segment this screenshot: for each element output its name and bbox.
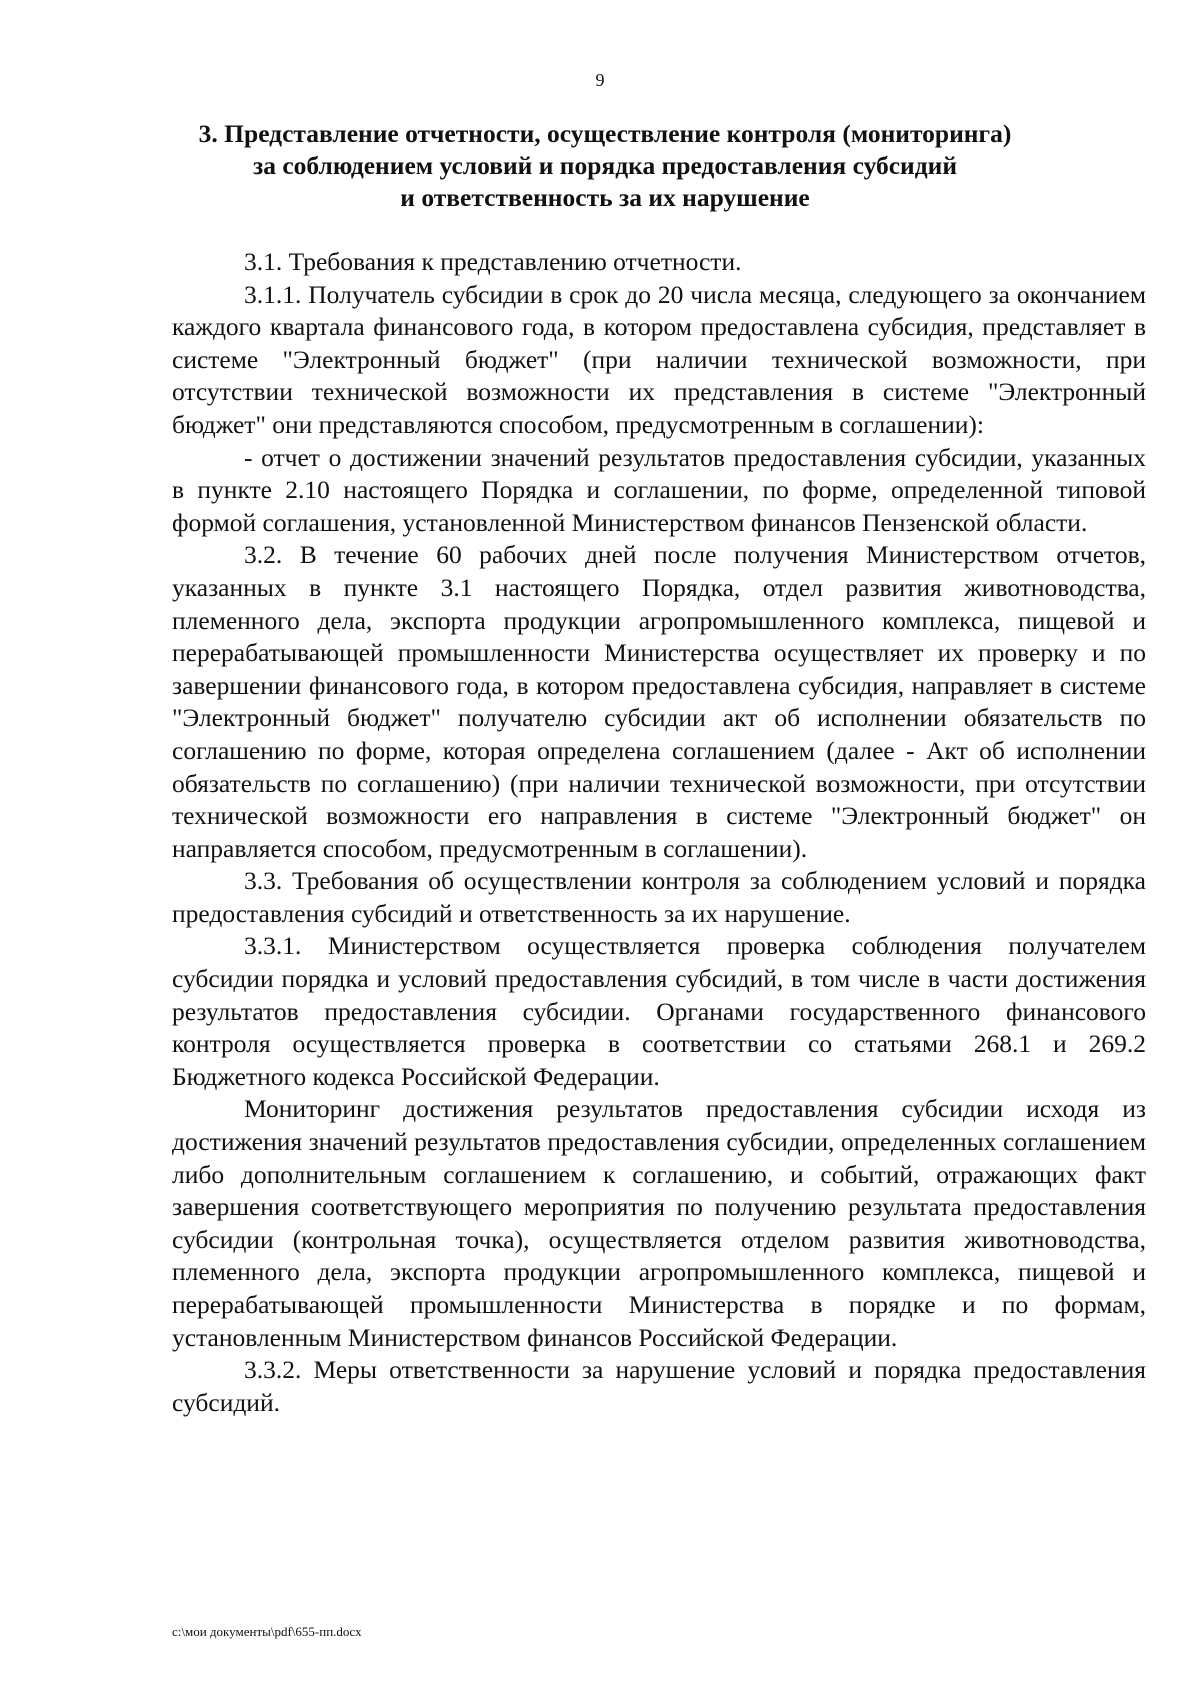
paragraph-3-3-1: 3.3.1. Министерством осуществляется проверка соблюдения получателем субсидии порядка и условий предоставления субсидий, в том числе в части достижения результатов предоставления субсидии. Органами государственного финансового контроля осуществляется проверка в соответствии со статьями 268.1 и 269.2 Бюджетного кодекса Российской Федерации.	[172, 931, 1146, 1091]
heading-line-2: за соблюдением условий и порядка предоставления субсидий	[252, 151, 958, 180]
paragraph-3-1: 3.1. Требования к представлению отчетности.	[244, 247, 742, 276]
document-body	[172, 246, 1146, 1419]
heading-line-3: и ответственность за их нарушение	[400, 183, 810, 212]
paragraph-3-1-1: 3.1.1. Получатель субсидии в срок до 20 числа месяца, следующего за окончанием каждого квартала финансового года, в котором предоставлена субсидия, представляет в системе "Электронный бюджет" (при наличии технической возможности, при отсутствии технической возможности их представления в системе "Электронный бюджет" они представляются способом, предусмотренным в соглашении):	[172, 279, 1146, 439]
paragraph-3-3-2: 3.3.2. Меры ответственности за нарушение условий и порядка предоставления субсидий.	[172, 1355, 1146, 1417]
paragraph-3-3: 3.3. Требования об осуществлении контроля за соблюдением условий и порядка предоставления субсидий и ответственность за их нарушение.	[172, 866, 1146, 928]
paragraph-report-item: - отчет о достижении значений результатов предоставления субсидии, указанных в пункте 2.10 настоящего Порядка и соглашении, по форме, определенной типовой формой соглашения, установленной Министерством финансов Пензенской области.	[172, 442, 1146, 537]
heading-line-1: 3. Представление отчетности, осуществление контроля (мониторинга)	[198, 119, 1012, 148]
paragraph-monitoring: Мониторинг достижения результатов предоставления субсидии исходя из достижения значений результатов предоставления субсидии, определенных соглашением либо дополнительным соглашением к соглашению, и событий, отражающих факт завершения соответствующего мероприятия по получению результата предоставления субсидии (контрольная точка), осуществляется отделом развития животноводства, племенного дела, экспорта продукции агропромышленного комплекса, пищевой и перерабатывающей промышленности Министерства в порядке и по формам, установленным Министерством финансов Российской Федерации.	[172, 1094, 1146, 1352]
section-heading	[172, 118, 1038, 214]
paragraph-3-2: 3.2. В течение 60 рабочих дней после получения Министерством отчетов, указанных в пункте 3.1 настоящего Порядка, отдел развития животноводства, племенного дела, экспорта продукции агропромышленного комплекса, пищевой и перерабатывающей промышленности Министерства осуществляет их проверку и по завершении финансового года, в котором предоставлена субсидия, направляет в системе "Электронный бюджет" получателю субсидии акт об исполнении обязательств по соглашению по форме, которая определена соглашением (далее - Акт об исполнении обязательств по соглашению) (при наличии технической возможности, при отсутствии технической возможности его направления в системе "Электронный бюджет" он направляется способом, предусмотренным в соглашении).	[172, 540, 1146, 863]
file-path-footer: c:\мои документы\pdf\655-пп.docx	[172, 1624, 362, 1639]
page-number: 9	[595, 70, 605, 90]
